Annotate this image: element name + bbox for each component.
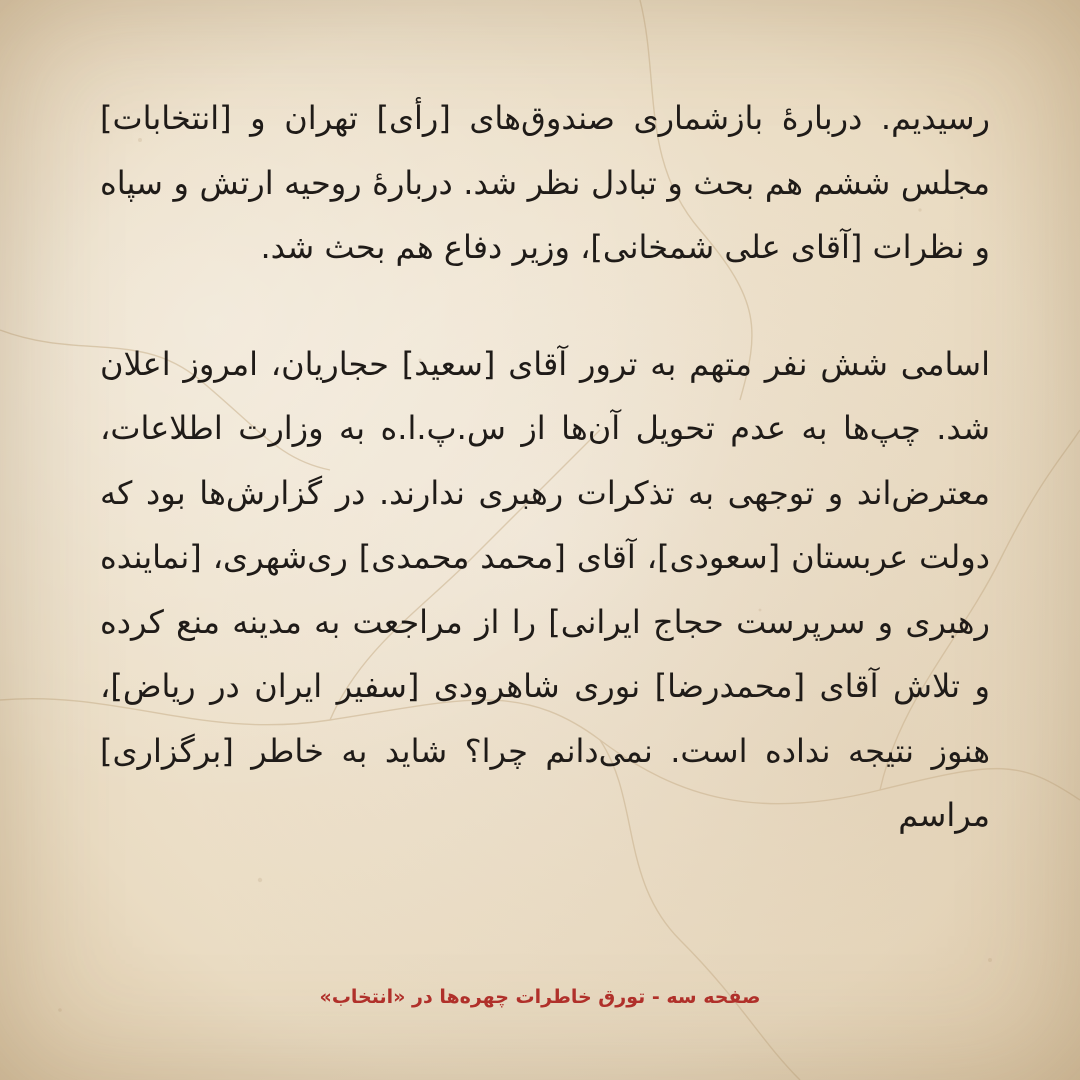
paragraph-1: رسیدیم. دربارهٔ بازشماری صندوق‌های [رأی] تهران و [انتخابات] مجلس ششم هم بحث و تبادل نظر شد. دربارهٔ روحیه ارتش و سپاه و نظرات [آقای علی شمخانی]، وزیر دفاع هم بحث شد. — [100, 99, 990, 266]
page-caption: صفحه سه - تورق خاطرات چهره‌ها در «انتخاب» — [319, 986, 761, 1008]
paragraph-2: اسامی شش نفر متهم به ترور آقای [سعید] حجاریان، امروز اعلان شد. چپ‌ها به عدم تحویل آن‌ها از س.پ.ا.ه به وزارت اطلاعات، معترض‌اند و توجهی به تذکرات رهبری ندارند. در گزارش‌ها بود که دولت عربستان [سعودی]، آقای [محمد محمدی] ری‌شهری، [نماینده رهبری و سرپرست حجاج ایرانی] را از مراجعت به مدینه منع کرده و تلاش آقای [محمدرضا] نوری شاهرودی [سفیر ایران در ریاض]، هنوز نتیجه نداده است. نمی‌دانم چرا؟ شاید به خاطر [برگزاری] مراسم — [100, 344, 990, 834]
memoir-text-block — [100, 86, 990, 848]
